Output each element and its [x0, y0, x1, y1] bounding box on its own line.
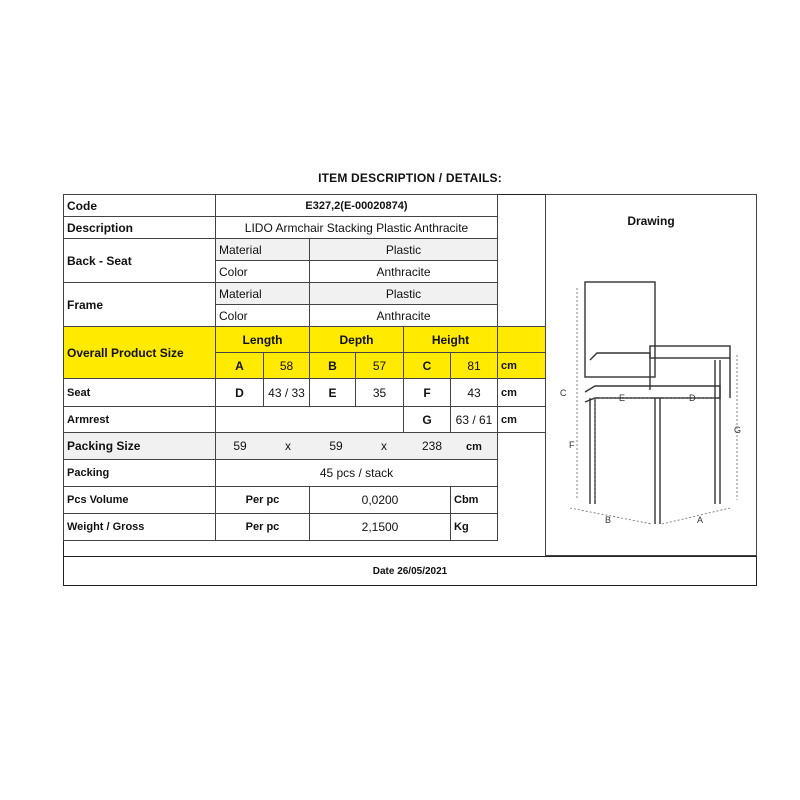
chair-right-arm	[650, 346, 730, 358]
drawing-label-d: D	[689, 393, 696, 403]
code-value: E327,2(E-00020874)	[216, 195, 498, 217]
unit-header-blank	[498, 327, 546, 353]
armrest-blank	[216, 407, 404, 433]
back-seat-label: Back - Seat	[64, 239, 216, 283]
dim-e-value: 35	[356, 379, 404, 407]
armrest-row	[64, 407, 593, 433]
frame-color-label: Color	[216, 305, 310, 327]
pcs-volume-unit: Cbm	[451, 487, 498, 514]
pcs-volume-per: Per pc	[216, 487, 310, 514]
weight-value: 2,1500	[310, 514, 451, 541]
dim-a-label: A	[216, 353, 264, 379]
packing-size-v1: 59	[233, 439, 247, 453]
description-label: Description	[64, 217, 216, 239]
length-header: Length	[216, 327, 310, 353]
packing-value: 45 pcs / stack	[216, 460, 498, 487]
weight-label: Weight / Gross	[64, 514, 216, 541]
dim-a-value: 58	[264, 353, 310, 379]
drawing-label-e: E	[619, 393, 626, 403]
seat-row	[64, 379, 593, 407]
overall-unit: cm	[498, 353, 546, 379]
description-row	[64, 217, 593, 239]
dim-g-label: G	[404, 407, 451, 433]
drawing-label-b: B	[605, 515, 612, 525]
frame-color-value: Anthracite	[310, 305, 498, 327]
back-seat-color-label: Color	[216, 261, 310, 283]
dim-e-label: E	[310, 379, 356, 407]
seat-label: Seat	[64, 379, 216, 407]
dim-line-a	[662, 508, 730, 524]
dim-b-value: 57	[356, 353, 404, 379]
packing-size-label: Packing Size	[64, 433, 216, 460]
dim-d-label: D	[216, 379, 264, 407]
drawing-label-a: A	[697, 515, 704, 525]
weight-unit: Kg	[451, 514, 498, 541]
overall-size-label: Overall Product Size	[64, 327, 216, 379]
packing-size-unit: cm	[466, 441, 482, 453]
packing-size-v2: 59	[329, 439, 343, 453]
packing-label: Packing	[64, 460, 216, 487]
weight-row	[64, 514, 593, 541]
packing-size-row	[64, 433, 593, 460]
dim-d-value: 43 / 33	[264, 379, 310, 407]
chair-backrest	[585, 282, 655, 377]
depth-header: Depth	[310, 327, 404, 353]
frame-material-value: Plastic	[310, 283, 498, 305]
overall-header-row	[64, 327, 593, 353]
packing-size-v3: 238	[421, 439, 443, 453]
chair-seat	[585, 386, 720, 402]
pcs-volume-value: 0,0200	[310, 487, 451, 514]
back-seat-color-value: Anthracite	[310, 261, 498, 283]
drawing-label-f: F	[569, 440, 575, 450]
packing-size-x2: x	[381, 439, 387, 453]
code-label: Code	[64, 195, 216, 217]
armrest-unit: cm	[498, 407, 546, 433]
dim-f-label: F	[404, 379, 451, 407]
drawing-label-c: C	[560, 388, 567, 398]
description-value: LIDO Armchair Stacking Plastic Anthracite	[216, 217, 498, 239]
back-seat-material-row	[64, 239, 593, 261]
code-row	[64, 195, 593, 217]
seat-unit: cm	[498, 379, 546, 407]
pcs-volume-label: Pcs Volume	[64, 487, 216, 514]
drawing-label-g: G	[734, 425, 742, 435]
dim-f-value: 43	[451, 379, 498, 407]
dim-c-value: 81	[451, 353, 498, 379]
dim-g-value: 63 / 61	[451, 407, 498, 433]
armrest-label: Armrest	[64, 407, 216, 433]
frame-material-row	[64, 283, 593, 305]
packing-size-values	[216, 433, 498, 460]
packing-size-x1: x	[285, 439, 291, 453]
back-seat-material-label: Material	[216, 239, 310, 261]
drawing-title: Drawing	[627, 214, 675, 228]
dim-c-label: C	[404, 353, 451, 379]
frame-material-label: Material	[216, 283, 310, 305]
pcs-volume-row	[64, 487, 593, 514]
chair-drawing	[552, 280, 752, 530]
spec-table	[63, 194, 593, 541]
packing-row	[64, 460, 593, 487]
document-title: ITEM DESCRIPTION / DETAILS:	[318, 171, 502, 185]
chair-left-arm	[590, 353, 650, 360]
frame-label: Frame	[64, 283, 216, 327]
date-footer: Date 26/05/2021	[63, 556, 757, 586]
dim-b-label: B	[310, 353, 356, 379]
weight-per: Per pc	[216, 514, 310, 541]
height-header: Height	[404, 327, 498, 353]
back-seat-material-value: Plastic	[310, 239, 498, 261]
